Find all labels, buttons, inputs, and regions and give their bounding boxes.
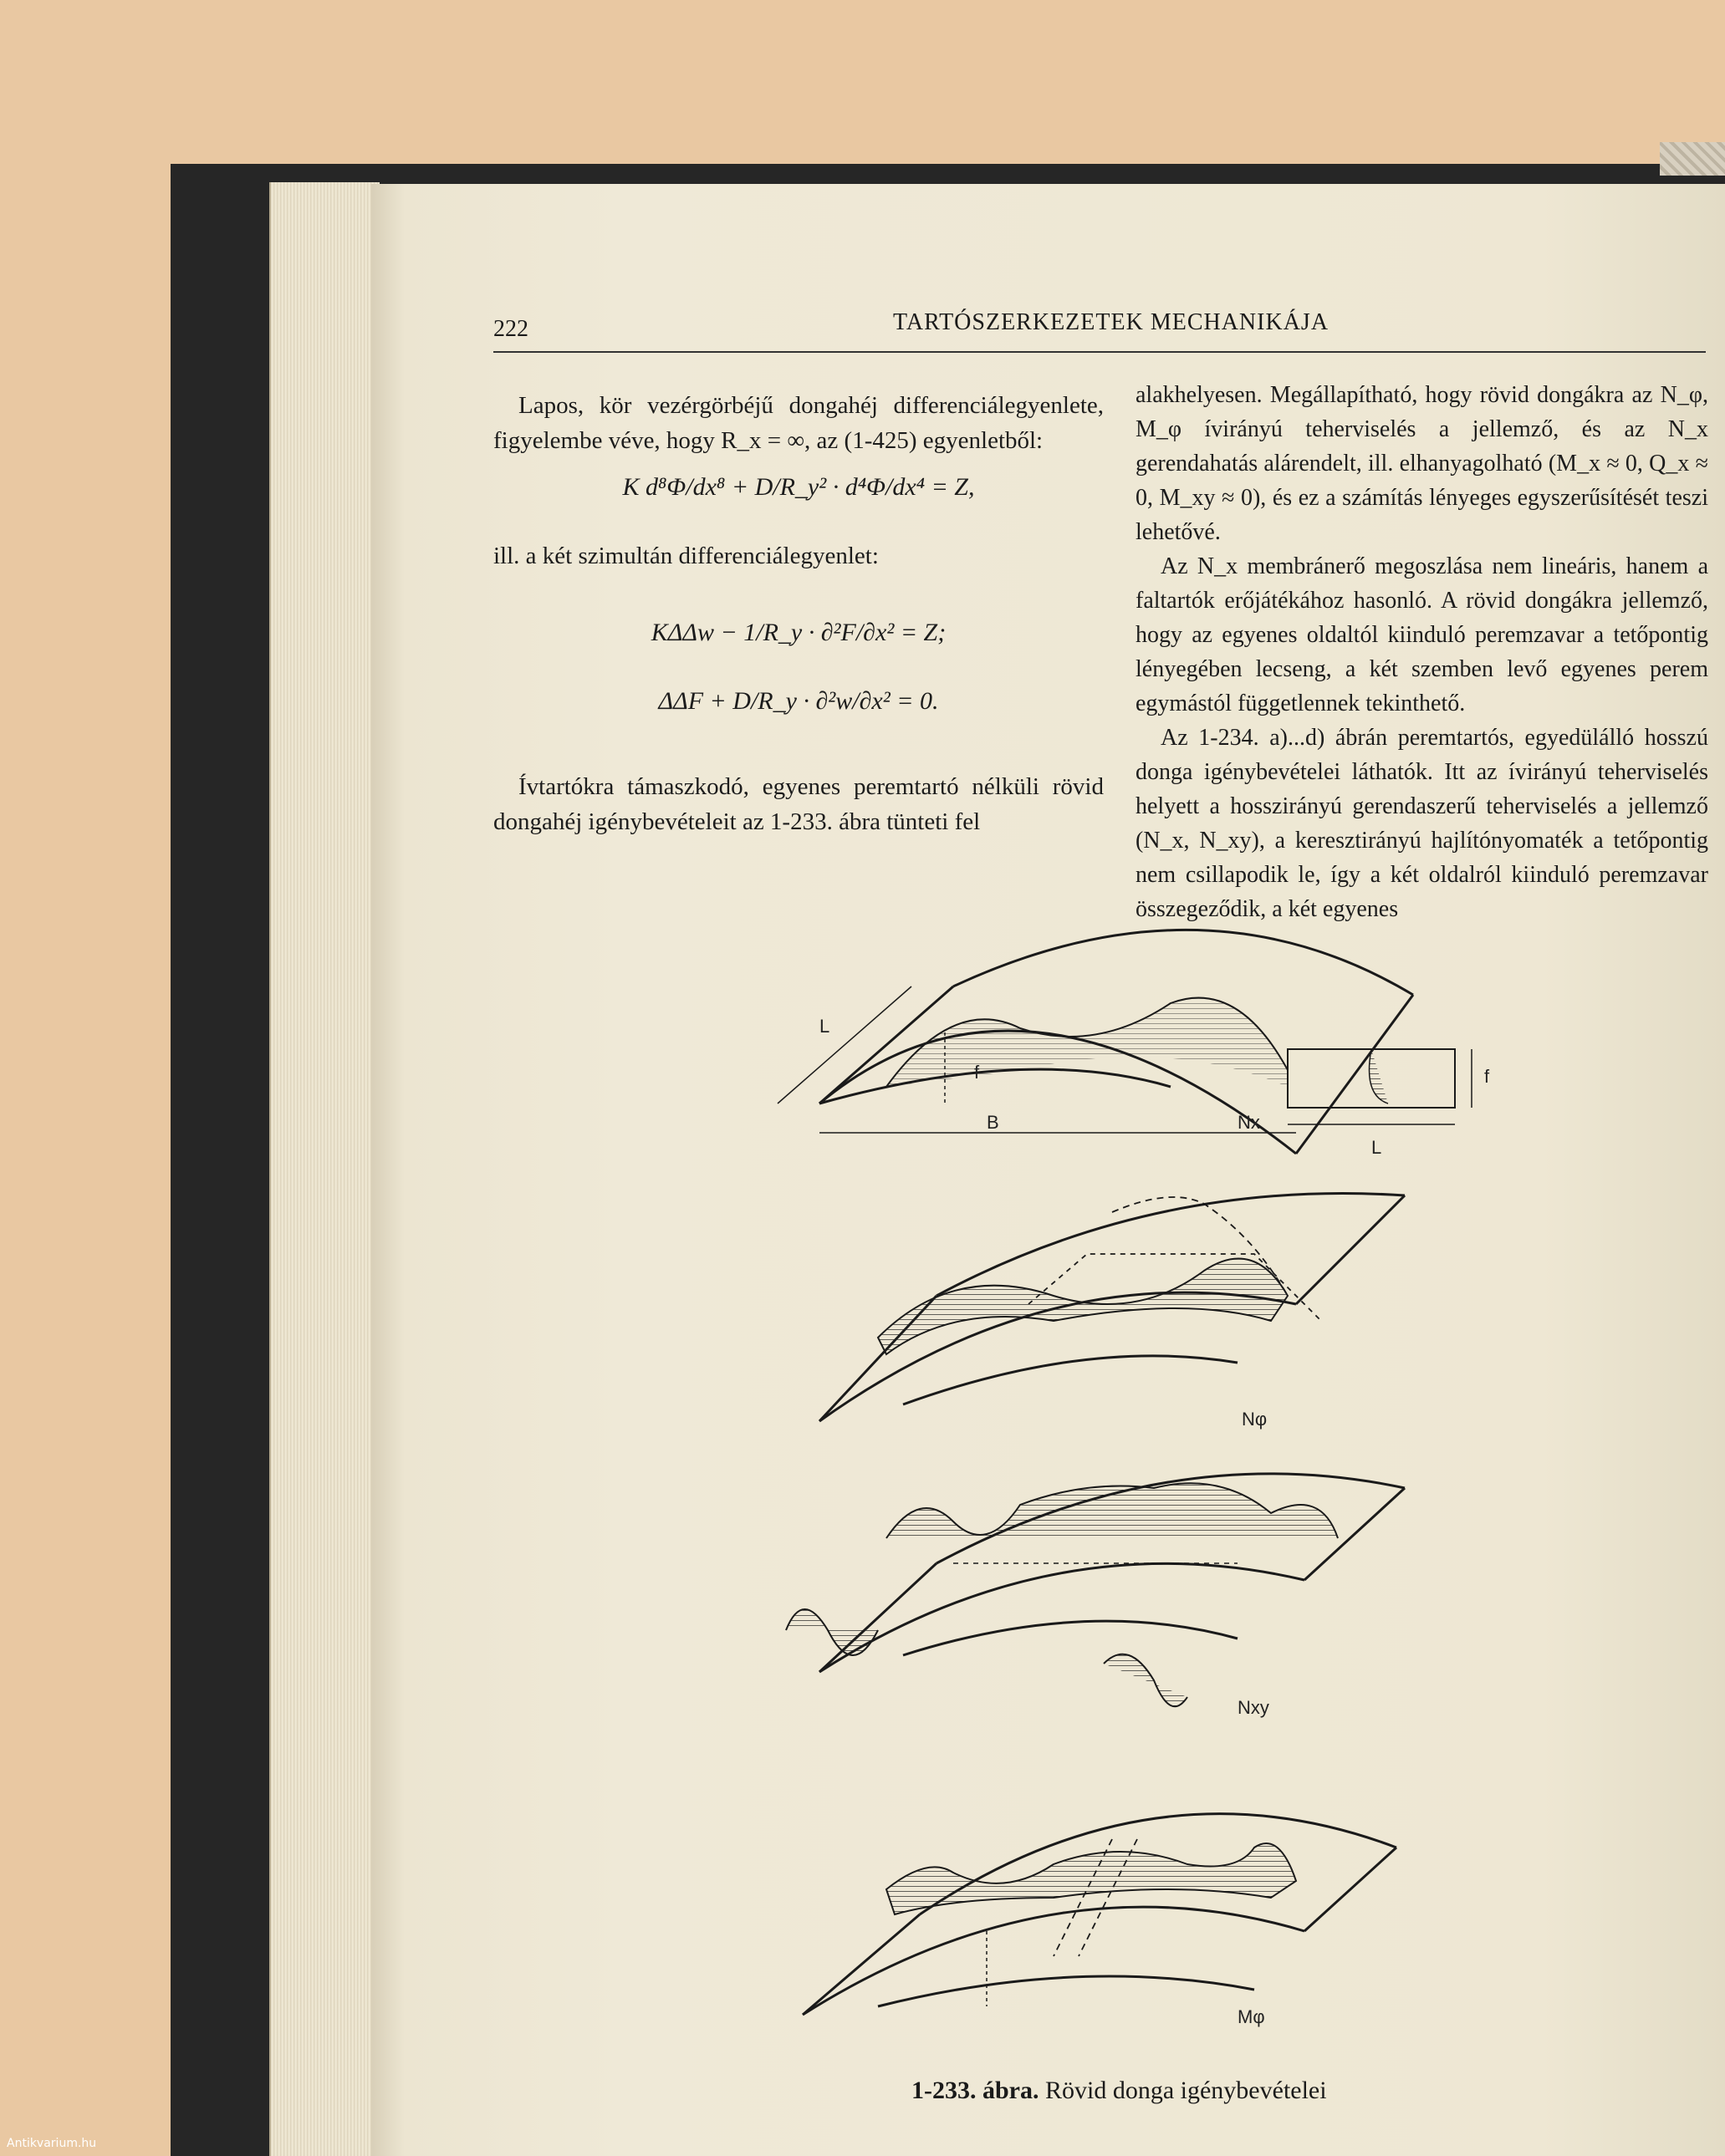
label-L2: L [1371,1137,1382,1158]
left-outro-paragraph: Ívtartókra támaszkodó, egyenes peremtartó nélküli rövid dongahéj igénybevételeit az 1-233. ábra tünteti fel [493,773,1104,835]
left-mid-paragraph: ill. a két szimultán differenciálegyenlet: [493,543,879,569]
panel-nxy-diagram [786,1474,1405,1706]
caption-number: 1-233. ábra. [911,2077,1039,2104]
right-paragraph-3: Az 1-234. a)...d) ábrán peremtartós, egyedülálló hosszú donga igénybevételei láthatók. Itt az ívirányú teherviselés helyett a hosszirányú gerendaszerű teherviselés a jellemző (N_x, N_xy), a keresztirányú hajlítónyomaték a tetőpontig nem csillapodik le, így a két oldalról kiinduló peremzavar összegeződik, a két egyenes [1136,725,1708,922]
right-paragraph-1: alakhelyesen. Megállapítható, hogy rövid dongákra az N_φ, M_φ ívirányú teherviselés a jellemző, és az N_x gerendahatás alárendelt, ill. elhanyagolható (M_x ≈ 0, Q_x ≈ 0, M_xy ≈ 0), és ez a számítás lényeges egyszerűsítését teszi lehetővé. [1136,382,1708,545]
equation-3: ΔΔF + D/R_y · ∂²w/∂x² = 0. [658,687,939,715]
equation-2: KΔΔw − 1/R_y · ∂²F/∂x² = Z; [651,619,947,646]
figure-caption [911,2077,1327,2105]
left-intro-paragraph: Lapos, kör vezérgörbéjű dongahéj differenciálegyenlete, figyelembe véve, hogy R_x = ∞, az (1-425) egyenletből: [493,392,1104,454]
caption-text: Rövid donga igénybevételei [1045,2077,1327,2104]
label-f2: f [1484,1066,1490,1087]
label-B: B [987,1112,999,1133]
left-column [493,388,1104,839]
panel-nphi-diagram [819,1194,1405,1422]
panel-nx-diagram [778,930,1472,1154]
label-mphi: Mφ [1238,2006,1265,2027]
bookmark-ribbon [1660,142,1725,176]
label-f: f [974,1062,980,1083]
label-nxy: Nxy [1238,1697,1269,1718]
figure-1-233 [736,903,1714,2107]
watermark: Antikvarium.hu [7,2137,97,2150]
right-column [1136,378,1708,926]
panel-mphi-diagram [803,1814,1396,2015]
right-paragraph-2: Az N_x membránerő megoszlása nem lineáris, hanem a faltartók erőjátékához hasonló. A rövid dongákra jellemző, hogy az egyenes oldaltól kiinduló peremzavar a tetőpontig lényegében lecseng, a két szemben levő egyenes perem egymástól függetlennek tekinthető. [1136,553,1708,716]
label-nphi: Nφ [1242,1409,1268,1430]
page-number: 222 [493,316,528,342]
page-header [493,301,1706,353]
running-title: TARTÓSZERKEZETEK MECHANIKÁJA [893,309,1329,335]
page-edges [269,182,380,2156]
label-nx: Nx [1238,1112,1260,1133]
label-L: L [819,1016,830,1037]
equation-1: K d⁸Φ/dx⁸ + D/R_y² · d⁴Φ/dx⁴ = Z, [622,473,975,501]
